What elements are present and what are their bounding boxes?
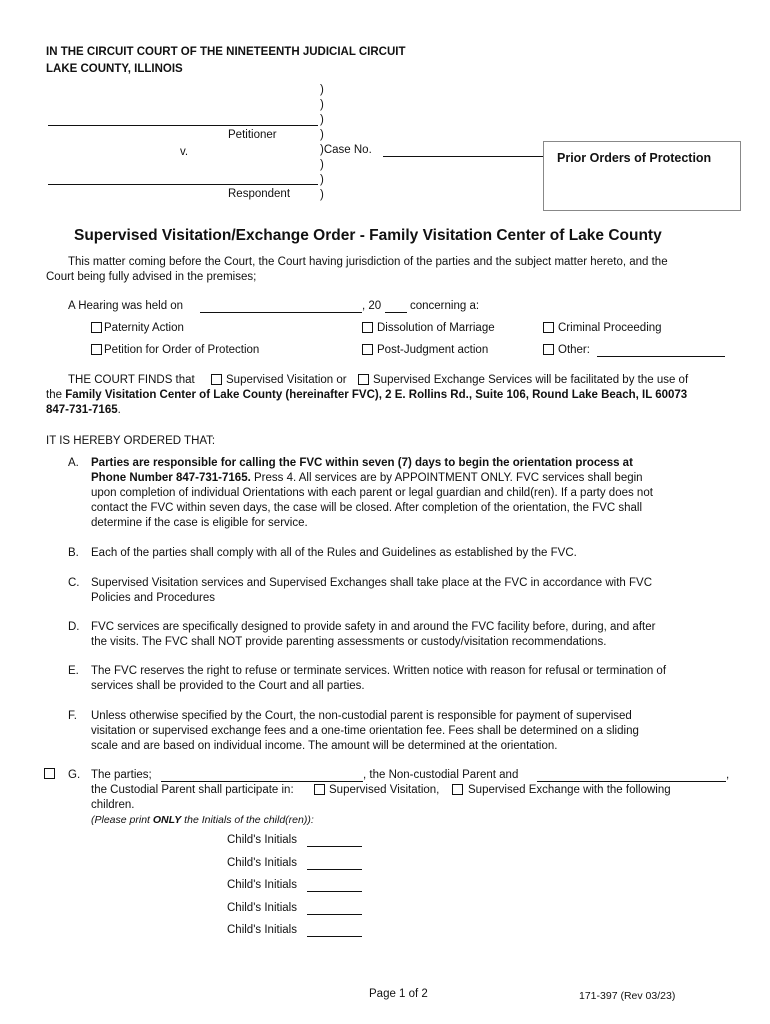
fvc-phone: 847-731-7165 — [46, 404, 118, 416]
child-initials-label: Child's Initials — [227, 924, 297, 936]
item-g-comma: , — [726, 769, 730, 781]
child-initials-label: Child's Initials — [227, 857, 297, 869]
item-f-line3: scale and are based on individual income. The amount will be determined at the orientation. — [91, 740, 558, 752]
item-e-letter: E. — [68, 665, 79, 677]
item-a-line3: upon completion of individual Orientations with each parent or legal guardian and child(ren). If a party does not — [91, 487, 653, 499]
county-name: LAKE COUNTY, ILLINOIS — [46, 63, 183, 75]
item-c-letter: C. — [68, 577, 80, 589]
hearing-date-field[interactable] — [200, 312, 362, 313]
child-initials-field[interactable] — [307, 891, 362, 892]
findings-prefix: THE COURT FINDS that — [68, 374, 195, 386]
other-checkbox[interactable] — [543, 344, 554, 355]
court-name: IN THE CIRCUIT COURT OF THE NINETEENTH JUDICIAL CIRCUIT — [46, 46, 406, 58]
item-a-line2 — [91, 472, 643, 484]
item-a-line4: contact the FVC within seven days, the case will be closed. After completion of the orientation, the FVC shall — [91, 502, 643, 514]
item-g-checkbox[interactable] — [44, 768, 55, 779]
order-protection-label: Petition for Order of Protection — [104, 344, 260, 356]
findings-visitation-label: Supervised Visitation or — [226, 374, 347, 386]
item-g-noncustodial-label: , the Non-custodial Parent and — [363, 769, 519, 781]
ordered-heading: IT IS HEREBY ORDERED THAT: — [46, 435, 216, 447]
paternity-checkbox[interactable] — [91, 322, 102, 333]
form-number: 171-397 (Rev 03/23) — [579, 990, 676, 1002]
item-f-line1: Unless otherwise specified by the Court, the non-custodial parent is responsible for payment of supervised — [91, 710, 632, 722]
g-note-pre: (Please print — [91, 814, 153, 826]
other-field[interactable] — [597, 356, 725, 357]
item-a-phone: Phone Number 847-731-7165. — [91, 472, 251, 484]
paternity-label: Paternity Action — [104, 322, 184, 334]
item-d-line2: the visits. The FVC shall NOT provide parenting assessments or custody/visitation recommendations. — [91, 636, 607, 648]
item-e-line1: The FVC reserves the right to refuse or terminate services. Written notice with reason for refusal or termination of — [91, 665, 667, 677]
item-a-line2-rest: Press 4. All services are by APPOINTMENT ONLY. FVC services shall begin — [250, 472, 643, 484]
findings-visitation-checkbox[interactable] — [211, 374, 222, 385]
item-a-line1: Parties are responsible for calling the FVC within seven (7) days to begin the orientation process at — [91, 457, 633, 469]
prior-orders-box: Prior Orders of Protection — [543, 141, 741, 211]
caption-paren: ) — [320, 114, 324, 126]
child-initials-field[interactable] — [307, 914, 362, 915]
item-b-letter: B. — [68, 547, 79, 559]
caption-paren: ) — [320, 159, 324, 171]
custodial-parent-field[interactable] — [537, 781, 726, 782]
petitioner-label: Petitioner — [228, 129, 277, 141]
findings-line3-end: . — [117, 404, 121, 416]
hearing-year-prefix: , 20 — [362, 300, 382, 312]
respondent-label: Respondent — [228, 188, 291, 200]
child-initials-label: Child's Initials — [227, 879, 297, 891]
dissolution-checkbox[interactable] — [362, 322, 373, 333]
item-g-line3: children. — [91, 799, 135, 811]
order-protection-checkbox[interactable] — [91, 344, 102, 355]
item-b-text: Each of the parties shall comply with all of the Rules and Guidelines as established by the FVC. — [91, 547, 577, 559]
item-a-line5: determine if the case is eligible for service. — [91, 517, 308, 529]
caption-paren: ) — [320, 99, 324, 111]
child-initials-label: Child's Initials — [227, 834, 297, 846]
item-g-parties-label: The parties; — [91, 769, 152, 781]
page-number: Page 1 of 2 — [369, 988, 428, 1000]
other-label: Other: — [558, 344, 590, 356]
item-a-letter: A. — [68, 457, 79, 469]
findings-exchange-label: Supervised Exchange Services will be facilitated by the use of — [373, 374, 689, 386]
findings-exchange-checkbox[interactable] — [358, 374, 369, 385]
item-c-line2: Policies and Procedures — [91, 592, 216, 604]
g-exchange-checkbox[interactable] — [452, 784, 463, 795]
findings-line2 — [46, 389, 687, 401]
hearing-label: A Hearing was held on — [68, 300, 184, 312]
case-no-label: )Case No. — [320, 144, 372, 156]
item-g-letter: G. — [68, 769, 81, 781]
item-f-letter: F. — [68, 710, 77, 722]
g-note-only: ONLY — [152, 814, 182, 826]
item-g-line2: the Custodial Parent shall participate in: — [91, 784, 294, 796]
g-visitation-checkbox[interactable] — [314, 784, 325, 795]
concerning-label: concerning a: — [410, 300, 480, 312]
item-g-note — [91, 814, 314, 826]
page-title: Supervised Visitation/Exchange Order - Family Visitation Center of Lake County — [74, 227, 662, 244]
child-initials-field[interactable] — [307, 869, 362, 870]
petitioner-line[interactable] — [48, 125, 318, 126]
intro-line1: This matter coming before the Court, the Court having jurisdiction of the parties and the subject matter hereto, and the — [68, 256, 668, 268]
dissolution-label: Dissolution of Marriage — [377, 322, 495, 334]
caption-paren: ) — [320, 84, 324, 96]
respondent-line[interactable] — [48, 184, 318, 185]
item-f-line2: visitation or supervised exchange fees and a one-time orientation fee. Fees shall be determined on a sliding — [91, 725, 639, 737]
intro-line2: Court being fully advised in the premises; — [46, 271, 257, 283]
post-judgment-label: Post-Judgment action — [377, 344, 489, 356]
hearing-year-field[interactable] — [385, 312, 407, 313]
g-exchange-label: Supervised Exchange with the following — [468, 784, 671, 796]
caption-paren: ) — [320, 189, 324, 201]
noncustodial-parent-field[interactable] — [161, 781, 363, 782]
item-e-line2: services shall be provided to the Court and all parties. — [91, 680, 365, 692]
fvc-address: Family Visitation Center of Lake County (hereinafter FVC), 2 E. Rollins Rd., Suite 106, Round Lake Beach, IL 60073 — [65, 389, 688, 401]
item-d-line1: FVC services are specifically designed to provide safety in and around the FVC facility before, during, and after — [91, 621, 656, 633]
caption-paren: ) — [320, 174, 324, 186]
g-visitation-label: Supervised Visitation, — [329, 784, 440, 796]
g-note-post: the Initials of the child(ren)): — [181, 814, 314, 826]
caption-paren: ) — [320, 129, 324, 141]
criminal-checkbox[interactable] — [543, 322, 554, 333]
criminal-label: Criminal Proceeding — [558, 322, 662, 334]
item-d-letter: D. — [68, 621, 80, 633]
post-judgment-checkbox[interactable] — [362, 344, 373, 355]
findings-line3 — [46, 404, 121, 416]
findings-line2-pre: the — [46, 389, 66, 401]
case-no-field[interactable] — [383, 156, 543, 157]
item-c-line1: Supervised Visitation services and Supervised Exchanges shall take place at the FVC in accordance with FVC — [91, 577, 653, 589]
child-initials-field[interactable] — [307, 846, 362, 847]
child-initials-field[interactable] — [307, 936, 362, 937]
child-initials-label: Child's Initials — [227, 902, 297, 914]
versus-label: v. — [180, 146, 189, 158]
